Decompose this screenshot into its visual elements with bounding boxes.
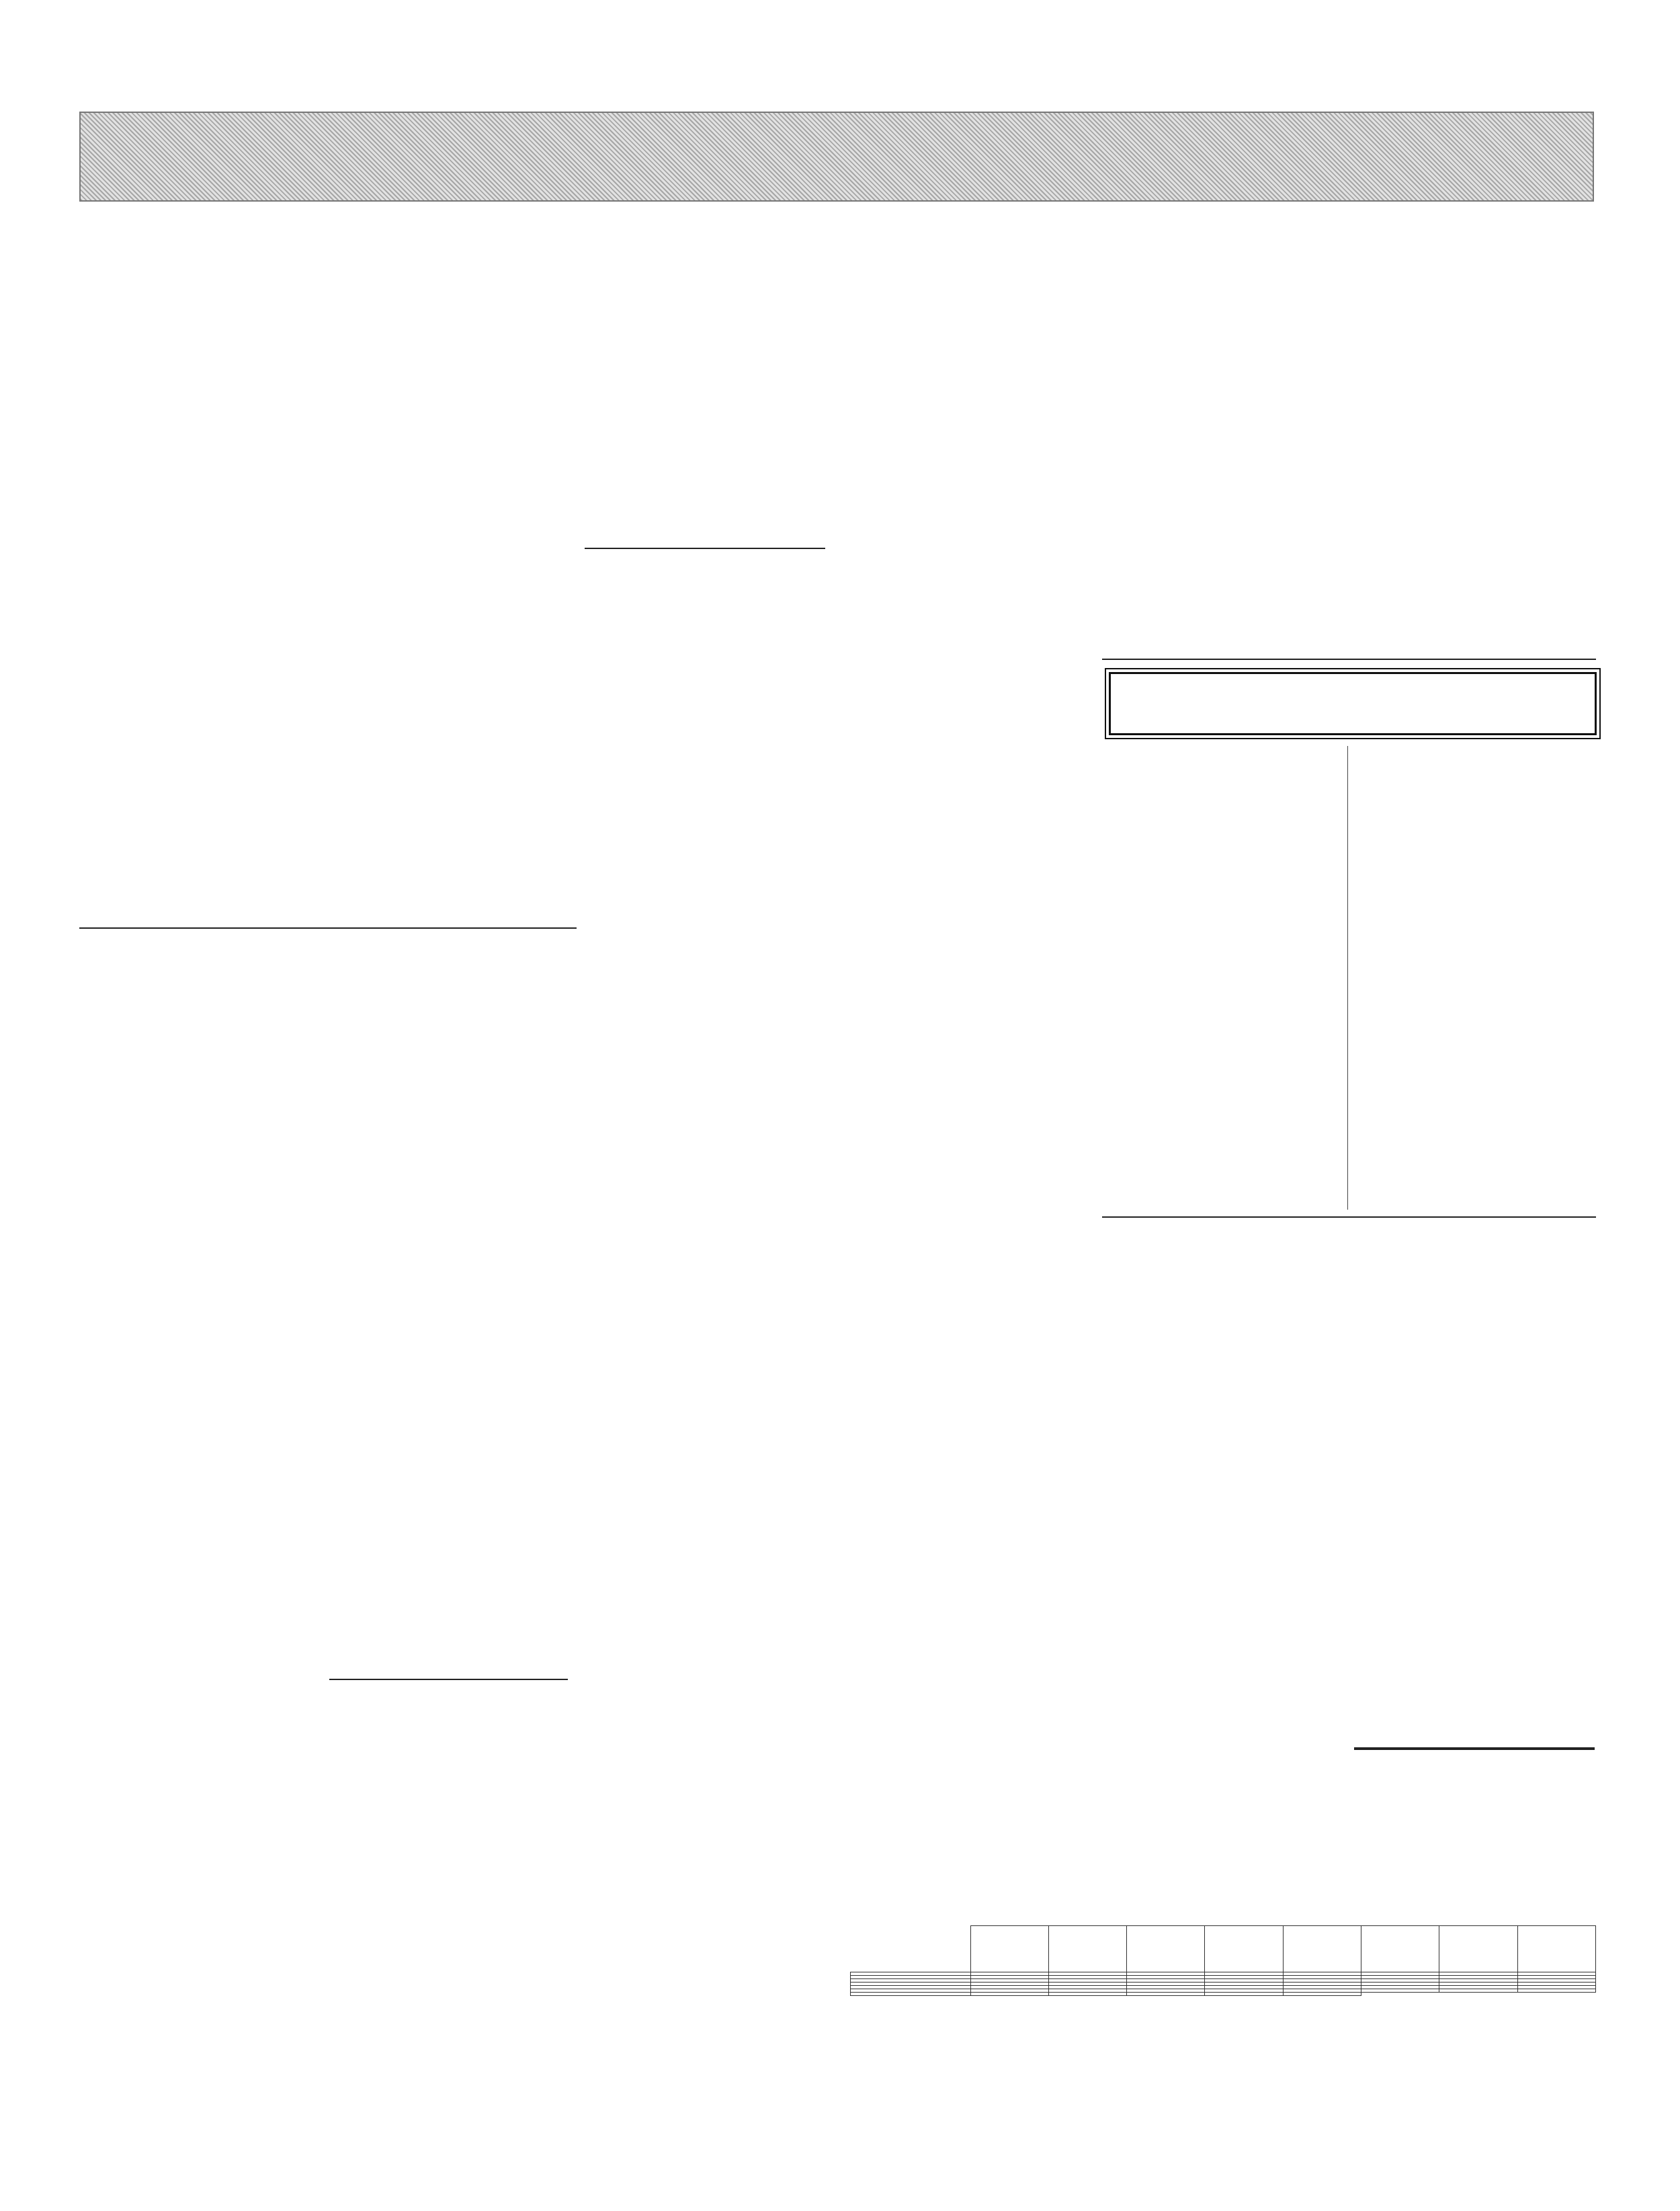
table-cell — [1283, 1993, 1361, 1996]
consulte-column-1 — [79, 312, 321, 921]
list-item — [1364, 1791, 1593, 1811]
parish-name — [851, 1993, 971, 1996]
catechisti-column-1 — [79, 1025, 318, 2140]
column-header — [1439, 1926, 1517, 1972]
table-corner — [851, 1926, 971, 1972]
column-header — [1205, 1926, 1283, 1972]
section-banner-title — [79, 112, 1591, 199]
divider — [1102, 659, 1596, 660]
consulte-column-2 — [329, 312, 568, 921]
list-item — [1364, 1831, 1593, 1851]
divider — [585, 548, 825, 549]
table-cell — [970, 1993, 1048, 1996]
catechisti-column-2 — [329, 1025, 568, 1761]
turni-title — [1354, 1747, 1595, 1750]
prisma-text — [329, 1801, 568, 2137]
column-header — [1517, 1926, 1595, 1972]
column-header — [1127, 1926, 1205, 1972]
vita-title — [1109, 672, 1597, 735]
vita-column-2 — [1354, 746, 1595, 1216]
consulte-column-3 — [585, 312, 825, 541]
democrazia-column-1 — [847, 333, 1089, 1899]
parrocchia-column-2 — [1354, 1307, 1595, 1710]
divider — [329, 1679, 568, 1680]
column-header — [970, 1926, 1048, 1972]
vocazioni-column — [585, 685, 825, 2151]
divider — [79, 927, 577, 929]
collette-table — [850, 1925, 1596, 1996]
table-cell — [1517, 1989, 1595, 1993]
table-cell — [1205, 1993, 1283, 1996]
column-rule — [1347, 746, 1348, 1210]
column-header — [1048, 1926, 1126, 1972]
table-cell — [1127, 1993, 1205, 1996]
vita-column-1 — [1105, 746, 1344, 1216]
table-row — [851, 1993, 1596, 1996]
table-cell — [1439, 1989, 1517, 1993]
list-item — [1364, 1811, 1593, 1831]
collette-table-wrap — [850, 1925, 1596, 1996]
column-header — [1283, 1926, 1361, 1972]
column-header — [1361, 1926, 1439, 1972]
divider — [1102, 1216, 1596, 1218]
democrazia-column-2 — [1102, 333, 1341, 652]
parrocchia-column-1 — [1102, 1307, 1341, 1858]
turni-list — [1364, 1791, 1593, 1851]
table-header-row — [851, 1926, 1596, 1972]
table-cell — [1361, 1989, 1439, 1993]
table-cell — [1048, 1993, 1126, 1996]
democrazia-column-3 — [1351, 333, 1593, 652]
